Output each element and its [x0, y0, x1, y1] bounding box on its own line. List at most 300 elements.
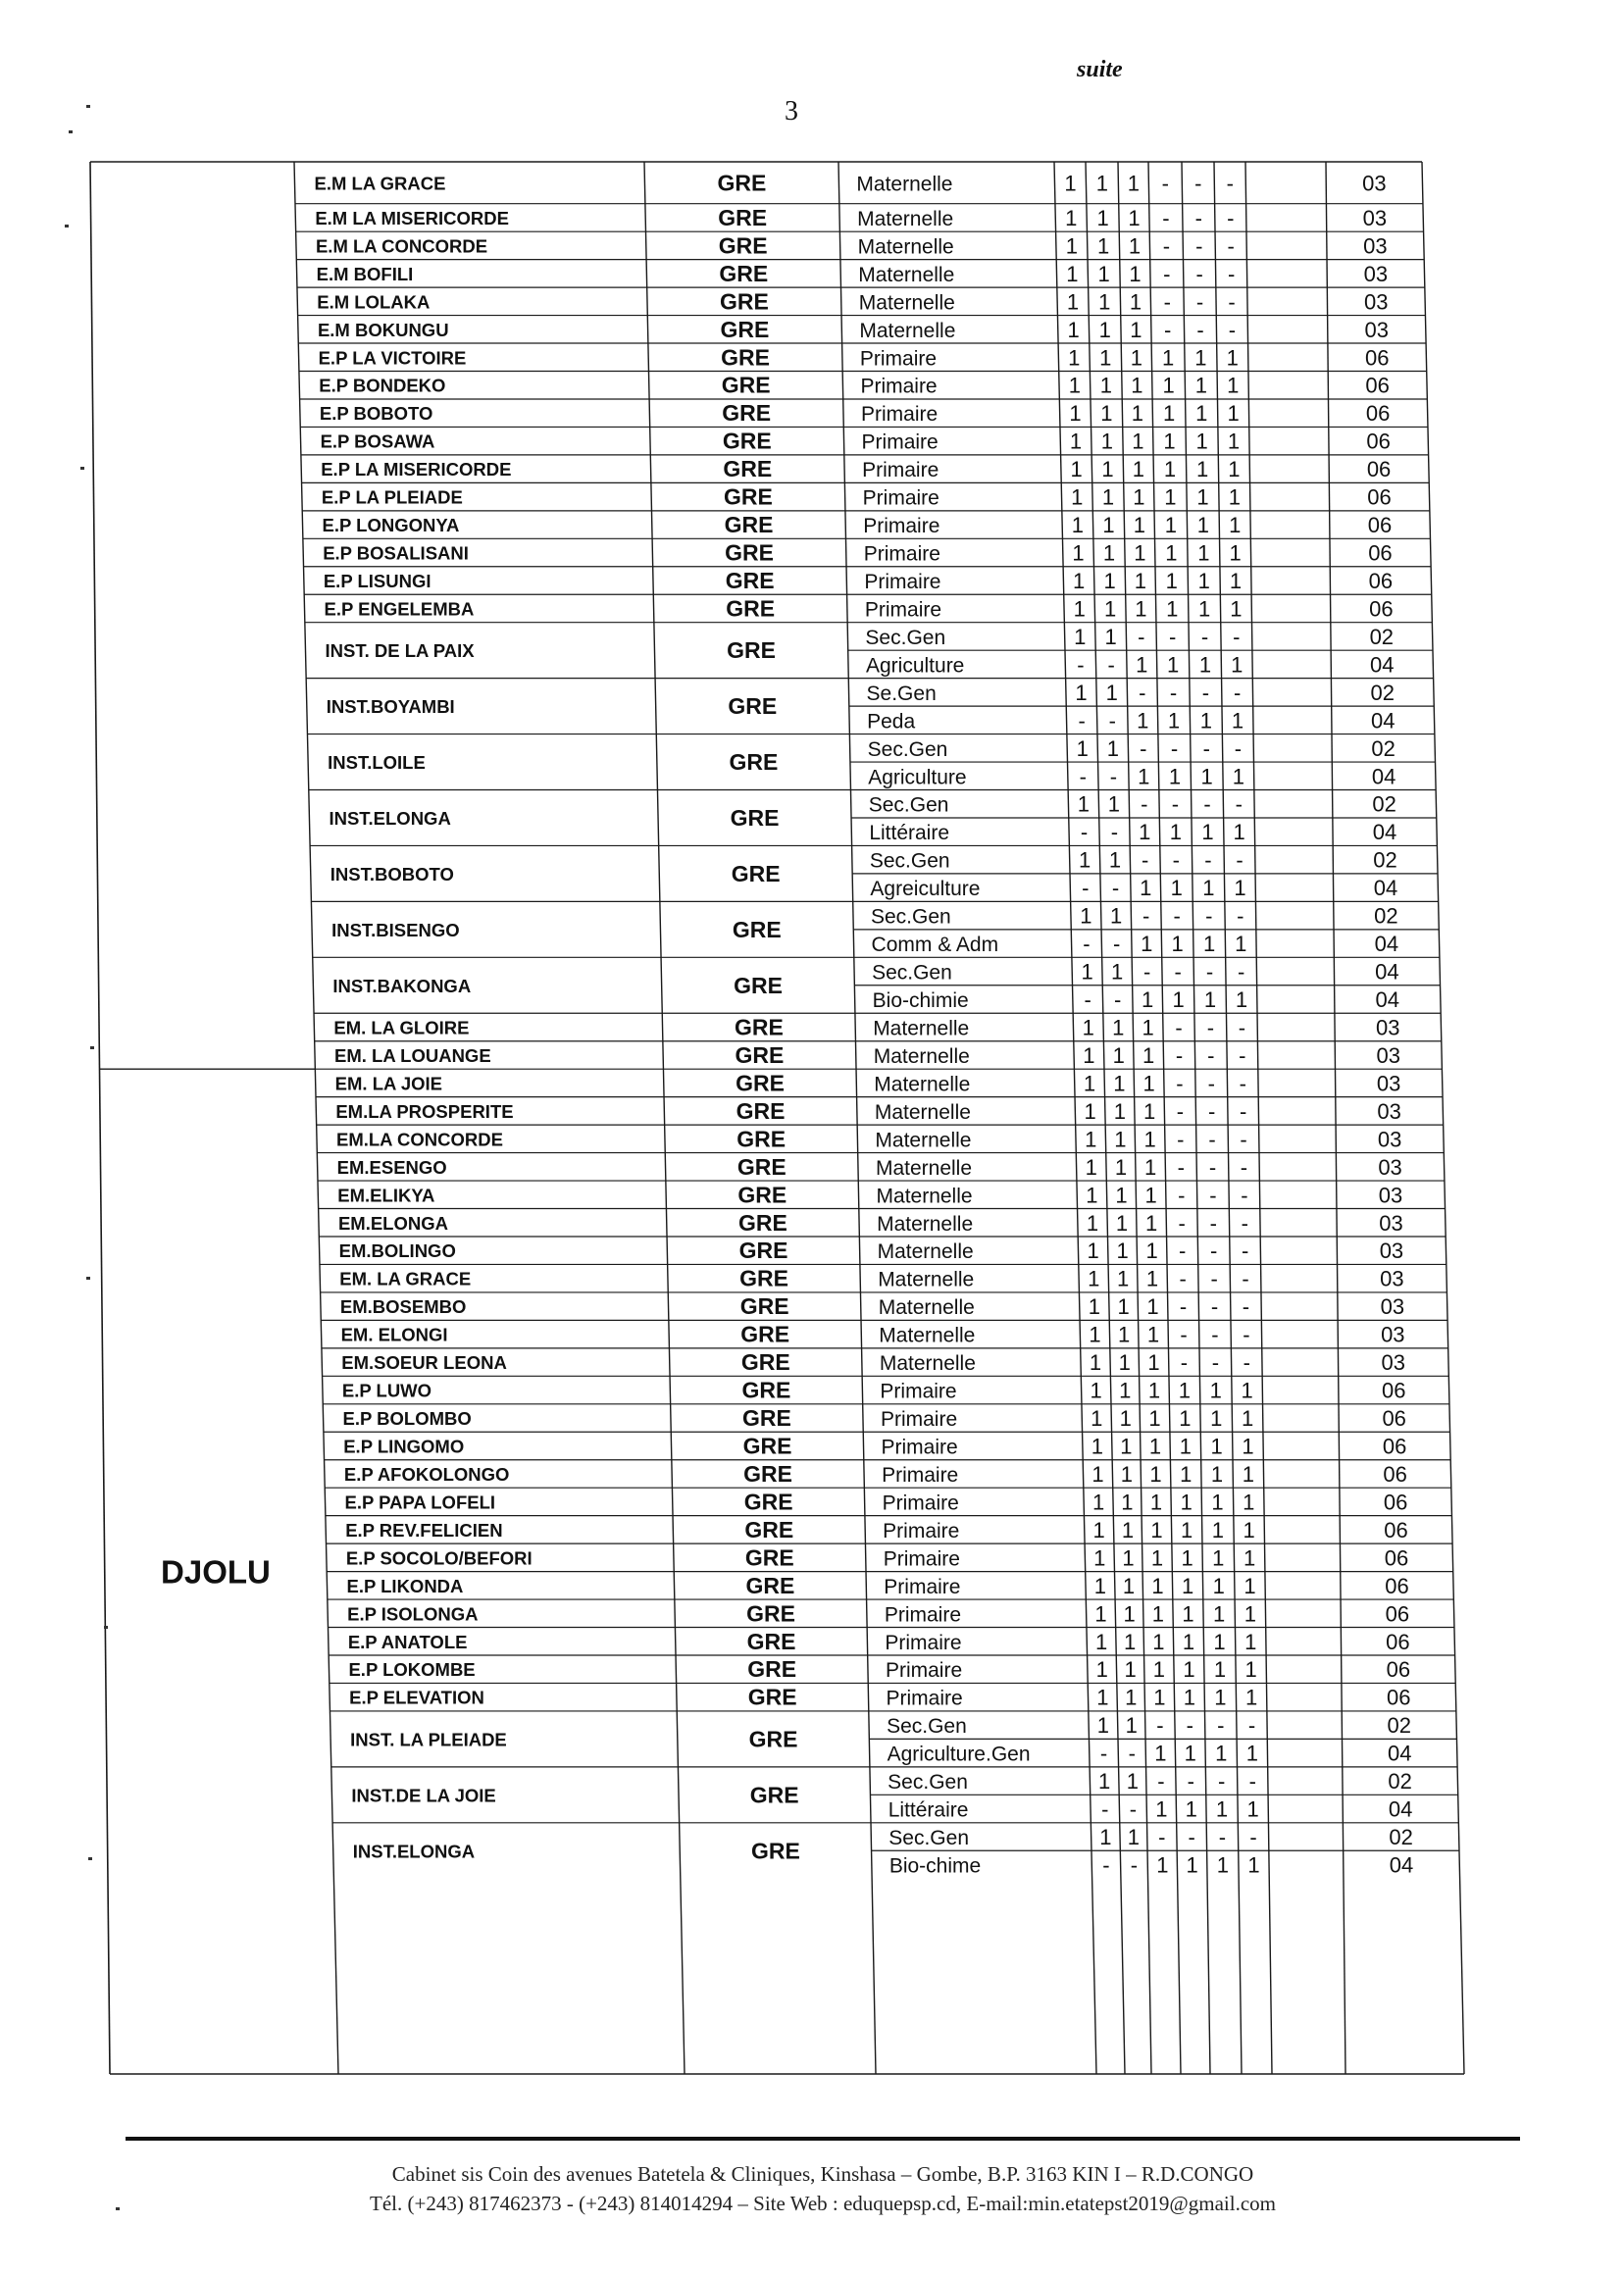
class-cell: 1: [1139, 820, 1151, 845]
total-cell: 04: [1371, 764, 1396, 789]
class-cell: 1: [1113, 1071, 1126, 1096]
class-cell: 1: [1124, 1657, 1137, 1683]
school-name: E.P BOBOTO: [319, 403, 433, 425]
class-cell: 1: [1104, 624, 1117, 649]
class-cell: 1: [1182, 1629, 1195, 1654]
total-cell: 03: [1379, 1210, 1403, 1236]
class-cell: -: [1107, 652, 1115, 678]
class-cell: 1: [1211, 1517, 1225, 1542]
class-cell: -: [1142, 903, 1150, 929]
class-cell: 1: [1215, 1741, 1228, 1766]
class-cell: 1: [1150, 1517, 1163, 1542]
footer-rule: [126, 2137, 1520, 2141]
class-cell: 1: [1127, 1825, 1141, 1850]
class-cell: 1: [1116, 1266, 1130, 1291]
section-label: Primaire: [883, 1519, 960, 1542]
class-cell: 1: [1142, 987, 1154, 1013]
class-cell: 1: [1133, 484, 1145, 510]
class-cell: 1: [1101, 484, 1115, 510]
section-label: Primaire: [862, 486, 939, 510]
total-cell: 06: [1381, 1378, 1406, 1403]
total-cell: 04: [1372, 820, 1397, 845]
total-cell: 03: [1363, 261, 1389, 286]
class-cell: 1: [1096, 205, 1109, 230]
class-cell: -: [1195, 261, 1203, 286]
class-cell: 1: [1102, 513, 1115, 538]
class-cell: 1: [1210, 1434, 1223, 1459]
class-cell: -: [1240, 1154, 1248, 1180]
class-cell: 1: [1083, 1071, 1096, 1096]
class-cell: 1: [1184, 1741, 1196, 1766]
section-label: Agriculture: [868, 766, 967, 789]
section-label: Sec.Gen: [867, 737, 948, 761]
school-type: GRE: [747, 1684, 797, 1710]
class-cell: -: [1207, 1042, 1215, 1068]
class-cell: 1: [1242, 1461, 1254, 1487]
class-cell: 1: [1131, 401, 1144, 427]
total-cell: 03: [1364, 289, 1389, 315]
school-type: GRE: [741, 1377, 791, 1403]
class-cell: -: [1110, 820, 1119, 845]
class-cell: -: [1112, 932, 1121, 957]
class-cell: -: [1235, 791, 1243, 817]
total-cell: 03: [1376, 1015, 1400, 1040]
class-cell: 1: [1064, 171, 1077, 196]
class-cell: -: [1077, 652, 1085, 678]
class-cell: 1: [1096, 1685, 1109, 1710]
class-cell: -: [1172, 847, 1180, 873]
class-cell: -: [1227, 233, 1235, 259]
total-cell: 04: [1370, 652, 1395, 678]
class-cell: 1: [1243, 1545, 1256, 1571]
class-cell: 1: [1122, 1573, 1136, 1598]
school-name: INST. DE LA PAIX: [325, 640, 475, 662]
school-name: EM.BOLINGO: [338, 1240, 456, 1262]
scan-speck: [116, 2207, 120, 2210]
class-cell: 1: [1136, 652, 1148, 678]
column-rule: [1326, 162, 1345, 2074]
section-label: Maternelle: [874, 1073, 971, 1096]
school-name: EM.SOEUR LEONA: [341, 1352, 507, 1374]
class-cell: -: [1239, 1071, 1246, 1096]
total-cell: 02: [1369, 624, 1395, 649]
class-cell: 1: [1148, 1406, 1161, 1432]
section-label: Sec.Gen: [888, 1827, 970, 1850]
school-name: EM.ELONGA: [337, 1212, 448, 1234]
class-cell: -: [1248, 1769, 1256, 1795]
class-cell: 1: [1069, 429, 1083, 454]
class-cell: -: [1162, 233, 1171, 259]
class-cell: -: [1227, 205, 1235, 230]
class-cell: -: [1111, 876, 1120, 901]
school-type: GRE: [731, 860, 781, 886]
class-cell: 1: [1195, 401, 1208, 427]
class-cell: 1: [1065, 205, 1078, 230]
class-cell: 1: [1117, 1294, 1130, 1320]
class-cell: 1: [1076, 735, 1089, 761]
class-cell: -: [1210, 1266, 1218, 1291]
section-label: Maternelle: [858, 291, 955, 315]
class-cell: 1: [1089, 1350, 1102, 1376]
section-label: Peda: [867, 710, 916, 733]
section-label: Agriculture.Gen: [887, 1743, 1031, 1766]
class-cell: 1: [1180, 1461, 1193, 1487]
total-cell: 03: [1363, 233, 1388, 259]
class-cell: 1: [1247, 1852, 1260, 1878]
class-cell: 1: [1244, 1685, 1258, 1710]
class-cell: -: [1178, 1183, 1186, 1208]
class-cell: 1: [1168, 764, 1182, 789]
class-cell: 1: [1149, 1461, 1162, 1487]
total-cell: 06: [1385, 1573, 1409, 1598]
class-cell: -: [1177, 1127, 1185, 1152]
school-type: GRE: [734, 972, 783, 998]
class-cell: 1: [1243, 1573, 1256, 1598]
total-cell: 06: [1384, 1545, 1409, 1571]
class-cell: 1: [1114, 1154, 1128, 1180]
total-cell: 06: [1366, 457, 1392, 482]
class-cell: 1: [1134, 569, 1146, 594]
school-name: E.P PAPA LOFELI: [344, 1491, 496, 1513]
class-cell: 1: [1144, 1183, 1157, 1208]
school-type: GRE: [724, 512, 774, 538]
school-name: E.M BOFILI: [316, 263, 414, 284]
class-cell: 1: [1183, 1657, 1195, 1683]
school-type: GRE: [737, 1209, 787, 1236]
class-cell: -: [1163, 261, 1171, 286]
section-label: Maternelle: [859, 319, 956, 342]
class-cell: 1: [1169, 820, 1182, 845]
section-label: Maternelle: [874, 1100, 971, 1124]
class-cell: 1: [1145, 1239, 1158, 1264]
school-name: E.P LA VICTOIRE: [318, 347, 467, 369]
school-type: GRE: [736, 1153, 787, 1180]
section-label: Agriculture: [865, 654, 965, 678]
total-cell: 03: [1362, 171, 1387, 196]
section-label: Primaire: [885, 1631, 962, 1654]
school-name: E.M LA GRACE: [314, 173, 446, 194]
school-type: GRE: [721, 344, 770, 371]
class-cell: 1: [1113, 1098, 1126, 1124]
total-cell: 06: [1382, 1434, 1407, 1459]
scan-speck: [104, 1626, 108, 1629]
class-cell: 1: [1093, 1545, 1106, 1571]
school-name: E.P AFOKOLONGO: [343, 1463, 510, 1485]
class-cell: 1: [1085, 1154, 1097, 1180]
school-type: GRE: [726, 595, 776, 622]
class-cell: 1: [1099, 345, 1112, 371]
section-label: Maternelle: [879, 1324, 976, 1347]
class-cell: -: [1161, 171, 1170, 196]
school-type: GRE: [743, 1489, 793, 1515]
class-cell: 1: [1245, 1741, 1259, 1766]
school-name: E.P LINGOMO: [343, 1436, 465, 1457]
school-type: GRE: [730, 804, 780, 831]
total-cell: 03: [1376, 1042, 1400, 1068]
school-type: GRE: [722, 428, 772, 454]
school-type: GRE: [721, 372, 771, 398]
class-cell: -: [1180, 1322, 1188, 1347]
class-cell: -: [1173, 903, 1181, 929]
school-name: E.M BOKUNGU: [317, 319, 449, 340]
class-cell: 1: [1231, 708, 1244, 733]
total-cell: 06: [1386, 1629, 1410, 1654]
class-cell: 1: [1211, 1490, 1224, 1515]
class-cell: 1: [1073, 596, 1086, 622]
class-cell: -: [1241, 1239, 1249, 1264]
class-cell: 1: [1152, 1629, 1165, 1654]
school-name: E.P ENGELEMBA: [324, 598, 475, 620]
section-label: Primaire: [864, 571, 941, 594]
class-cell: 1: [1147, 1378, 1161, 1403]
class-cell: -: [1114, 987, 1122, 1013]
class-cell: -: [1211, 1350, 1220, 1376]
section-label: Primaire: [860, 375, 938, 398]
school-name: INST. LA PLEIADE: [350, 1729, 507, 1750]
class-cell: 1: [1151, 1573, 1164, 1598]
class-cell: 1: [1119, 1406, 1132, 1432]
school-type: GRE: [718, 204, 768, 230]
class-cell: 1: [1229, 540, 1242, 566]
section-label: Maternelle: [873, 1017, 970, 1040]
school-name: E.P LA PLEIADE: [321, 486, 463, 508]
class-cell: -: [1171, 791, 1180, 817]
class-cell: -: [1195, 233, 1203, 259]
school-type: GRE: [728, 693, 778, 720]
class-cell: 1: [1196, 513, 1210, 538]
class-cell: 1: [1118, 1322, 1131, 1347]
class-cell: 1: [1230, 596, 1243, 622]
class-cell: -: [1195, 289, 1204, 315]
class-cell: 1: [1115, 1210, 1129, 1236]
class-cell: -: [1163, 289, 1171, 315]
section-label: Primaire: [859, 347, 938, 371]
class-cell: 1: [1163, 429, 1176, 454]
class-cell: 1: [1178, 1378, 1192, 1403]
school-type: GRE: [727, 637, 777, 664]
class-cell: 1: [1066, 261, 1079, 286]
class-cell: 1: [1083, 1042, 1095, 1068]
class-cell: 1: [1213, 1629, 1226, 1654]
school-type: GRE: [740, 1321, 790, 1347]
class-cell: 1: [1244, 1629, 1257, 1654]
total-cell: 02: [1371, 735, 1396, 761]
school-type: GRE: [740, 1349, 790, 1376]
class-cell: -: [1194, 171, 1202, 196]
school-type: GRE: [723, 483, 773, 510]
class-cell: 1: [1200, 764, 1213, 789]
class-cell: -: [1209, 1210, 1217, 1236]
class-cell: 1: [1153, 1685, 1166, 1710]
total-cell: 06: [1366, 429, 1391, 454]
class-cell: 1: [1084, 1098, 1096, 1124]
class-cell: -: [1176, 1098, 1185, 1124]
class-cell: -: [1242, 1294, 1250, 1320]
school-type: GRE: [737, 1182, 787, 1208]
section-label: Sec.Gen: [887, 1715, 967, 1739]
class-cell: -: [1178, 1239, 1187, 1264]
class-cell: 1: [1087, 1239, 1099, 1264]
school-name: E.P BOLOMBO: [342, 1408, 472, 1430]
class-cell: 1: [1100, 429, 1114, 454]
school-type: GRE: [719, 260, 769, 286]
class-cell: 1: [1212, 1573, 1225, 1598]
class-cell: 1: [1096, 233, 1110, 259]
class-cell: 1: [1241, 1406, 1254, 1432]
total-cell: 02: [1387, 1713, 1411, 1739]
class-cell: -: [1143, 959, 1151, 985]
class-cell: -: [1083, 932, 1091, 957]
class-cell: 1: [1170, 876, 1183, 901]
class-cell: 1: [1156, 1852, 1169, 1878]
school-type: GRE: [744, 1544, 794, 1571]
column-rule: [90, 162, 110, 2074]
section-label: Primaire: [886, 1687, 963, 1710]
total-cell: 06: [1368, 569, 1394, 594]
class-cell: 1: [1179, 1434, 1192, 1459]
class-cell: 1: [1164, 484, 1177, 510]
class-cell: 1: [1068, 345, 1081, 371]
class-cell: -: [1179, 1294, 1188, 1320]
section-label: Primaire: [863, 515, 940, 538]
class-cell: 1: [1086, 1183, 1098, 1208]
school-name: INST.BAKONGA: [332, 975, 472, 996]
class-cell: 1: [1128, 233, 1142, 259]
class-cell: -: [1239, 1098, 1247, 1124]
section-label: Primaire: [864, 598, 942, 622]
section-label: Bio-chime: [888, 1854, 982, 1878]
class-cell: -: [1142, 847, 1149, 873]
class-cell: 1: [1098, 1769, 1111, 1795]
class-cell: -: [1210, 1294, 1219, 1320]
class-cell: 1: [1155, 1796, 1168, 1822]
school-name: E.M LA MISERICORDE: [315, 207, 510, 228]
class-cell: -: [1162, 205, 1170, 230]
class-cell: 1: [1163, 457, 1177, 482]
total-cell: 04: [1370, 708, 1396, 733]
total-cell: 06: [1384, 1517, 1408, 1542]
total-cell: 02: [1374, 903, 1398, 929]
class-cell: 1: [1094, 1629, 1108, 1654]
class-cell: 1: [1244, 1657, 1257, 1683]
section-label: Bio-chimie: [872, 989, 969, 1013]
school-name: E.P LOKOMBE: [348, 1659, 476, 1681]
class-cell: 1: [1197, 540, 1210, 566]
class-cell: -: [1237, 959, 1245, 985]
class-cell: 1: [1162, 373, 1175, 398]
class-cell: 1: [1097, 261, 1110, 286]
class-cell: 1: [1121, 1490, 1134, 1515]
class-cell: -: [1210, 1239, 1218, 1264]
class-cell: -: [1174, 959, 1182, 985]
class-cell: 1: [1227, 401, 1240, 427]
class-cell: -: [1238, 1015, 1246, 1040]
class-cell: 1: [1181, 1573, 1194, 1598]
class-cell: -: [1194, 205, 1202, 230]
class-cell: 1: [1089, 1322, 1101, 1347]
school-name: EM. ELONGI: [340, 1324, 448, 1345]
class-cell: -: [1228, 317, 1237, 342]
school-type: GRE: [725, 539, 774, 566]
school-type: GRE: [739, 1293, 789, 1320]
class-cell: -: [1234, 735, 1243, 761]
class-cell: -: [1078, 708, 1086, 733]
class-cell: 1: [1116, 1239, 1129, 1264]
section-label: Primaire: [862, 459, 939, 482]
section-label: Primaire: [885, 1659, 963, 1683]
total-cell: 06: [1385, 1601, 1410, 1627]
class-cell: 1: [1086, 1210, 1099, 1236]
class-cell: 1: [1145, 1266, 1159, 1291]
class-cell: 1: [1075, 680, 1088, 705]
class-cell: 1: [1095, 1657, 1108, 1683]
total-cell: 03: [1379, 1239, 1404, 1264]
class-cell: -: [1170, 735, 1179, 761]
section-label: Primaire: [881, 1436, 958, 1459]
class-cell: -: [1099, 1741, 1108, 1766]
section-label: Primaire: [882, 1463, 959, 1487]
class-cell: 1: [1131, 373, 1143, 398]
class-cell: 1: [1243, 1601, 1257, 1627]
school-name: EM.LA CONCORDE: [335, 1129, 503, 1150]
class-cell: 1: [1243, 1517, 1255, 1542]
class-cell: 1: [1129, 261, 1142, 286]
class-cell: 1: [1142, 1071, 1155, 1096]
class-cell: -: [1208, 1154, 1217, 1180]
class-cell: 1: [1195, 457, 1209, 482]
school-name: EM. LA GLOIRE: [333, 1017, 470, 1038]
class-cell: 1: [1095, 171, 1109, 196]
class-cell: 1: [1072, 540, 1085, 566]
total-cell: 02: [1372, 791, 1396, 817]
class-cell: 1: [1209, 1378, 1222, 1403]
total-cell: 03: [1380, 1266, 1404, 1291]
class-cell: 1: [1129, 289, 1142, 315]
class-cell: -: [1196, 317, 1204, 342]
class-cell: -: [1130, 1852, 1139, 1878]
class-cell: 1: [1162, 401, 1176, 427]
class-cell: 1: [1147, 1350, 1160, 1376]
class-cell: 1: [1069, 401, 1082, 427]
class-cell: -: [1200, 624, 1209, 649]
class-cell: -: [1207, 1071, 1215, 1096]
class-cell: 1: [1071, 484, 1084, 510]
class-cell: -: [1201, 680, 1210, 705]
class-cell: 1: [1226, 345, 1239, 371]
section-label: Maternelle: [877, 1240, 974, 1264]
school-name: E.M LA CONCORDE: [315, 235, 488, 257]
total-cell: 06: [1365, 401, 1391, 427]
class-cell: 1: [1099, 1825, 1112, 1850]
school-name: E.P BOSAWA: [320, 430, 435, 452]
class-cell: 1: [1194, 345, 1207, 371]
class-cell: 1: [1067, 317, 1080, 342]
class-cell: 1: [1149, 1490, 1163, 1515]
class-cell: 1: [1141, 932, 1153, 957]
class-cell: 1: [1199, 708, 1212, 733]
school-name: E.P LIKONDA: [346, 1575, 464, 1596]
class-cell: -: [1218, 1825, 1227, 1850]
class-cell: -: [1206, 1015, 1215, 1040]
school-name: INST.BISENGO: [331, 919, 460, 940]
section-label: Primaire: [882, 1491, 959, 1515]
total-cell: 02: [1388, 1769, 1412, 1795]
school-name: EM.ESENGO: [336, 1156, 447, 1178]
school-name: EM. LA LOUANGE: [334, 1044, 491, 1066]
suite-label: suite: [1077, 57, 1123, 82]
class-cell: 1: [1111, 959, 1124, 985]
class-cell: 1: [1103, 569, 1116, 594]
